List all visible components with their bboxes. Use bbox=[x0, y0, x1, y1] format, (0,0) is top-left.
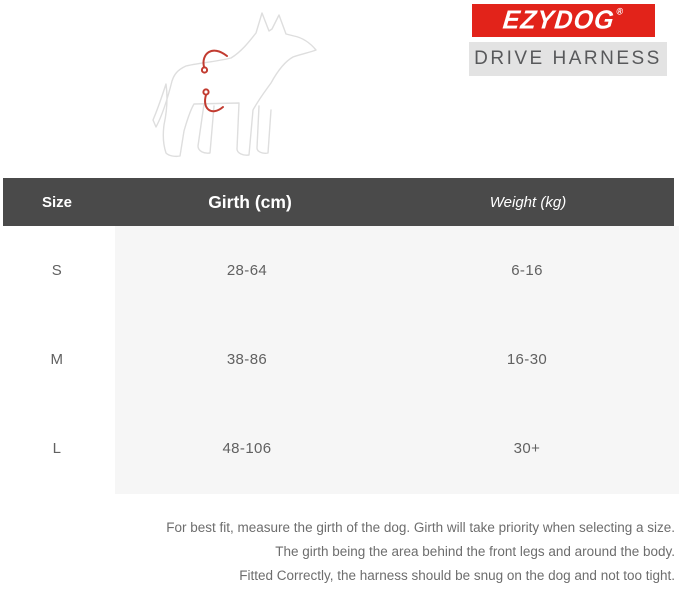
column-header-weight: Weight (kg) bbox=[489, 193, 567, 211]
footnote-line-1: For best fit, measure the girth of the dog. Girth will take priority when selecting a size. bbox=[166, 520, 675, 535]
cell-size: S bbox=[51, 262, 63, 279]
brand-logo bbox=[472, 4, 655, 37]
registered-mark: ® bbox=[616, 6, 626, 17]
product-name: DRIVE HARNESS bbox=[474, 48, 662, 69]
footnote-line-3: Fitted Correctly, the harness should be snug on the dog and not too tight. bbox=[239, 568, 675, 583]
cell-girth: 38-86 bbox=[226, 351, 268, 368]
table-row-medium bbox=[0, 315, 679, 404]
dog-outline bbox=[153, 13, 316, 156]
dog-girth-illustration bbox=[120, 0, 360, 175]
size-chart-header-row bbox=[3, 178, 674, 226]
cell-size: M bbox=[50, 351, 64, 368]
cell-girth: 28-64 bbox=[226, 262, 268, 279]
table-row-large bbox=[0, 404, 679, 493]
brand-logo-text: EZYDOG® bbox=[501, 5, 626, 35]
column-header-girth: Girth (cm) bbox=[208, 191, 292, 212]
footnote-line-2: The girth being the area behind the front legs and around the body. bbox=[275, 544, 675, 559]
cell-size: L bbox=[52, 440, 62, 457]
column-header-size: Size bbox=[41, 193, 72, 211]
product-name-banner bbox=[469, 42, 667, 76]
cell-weight: 30+ bbox=[513, 440, 541, 457]
table-row-small bbox=[0, 226, 679, 315]
cell-weight: 16-30 bbox=[506, 351, 548, 368]
cell-weight: 6-16 bbox=[511, 262, 543, 279]
cell-girth: 48-106 bbox=[222, 440, 272, 457]
